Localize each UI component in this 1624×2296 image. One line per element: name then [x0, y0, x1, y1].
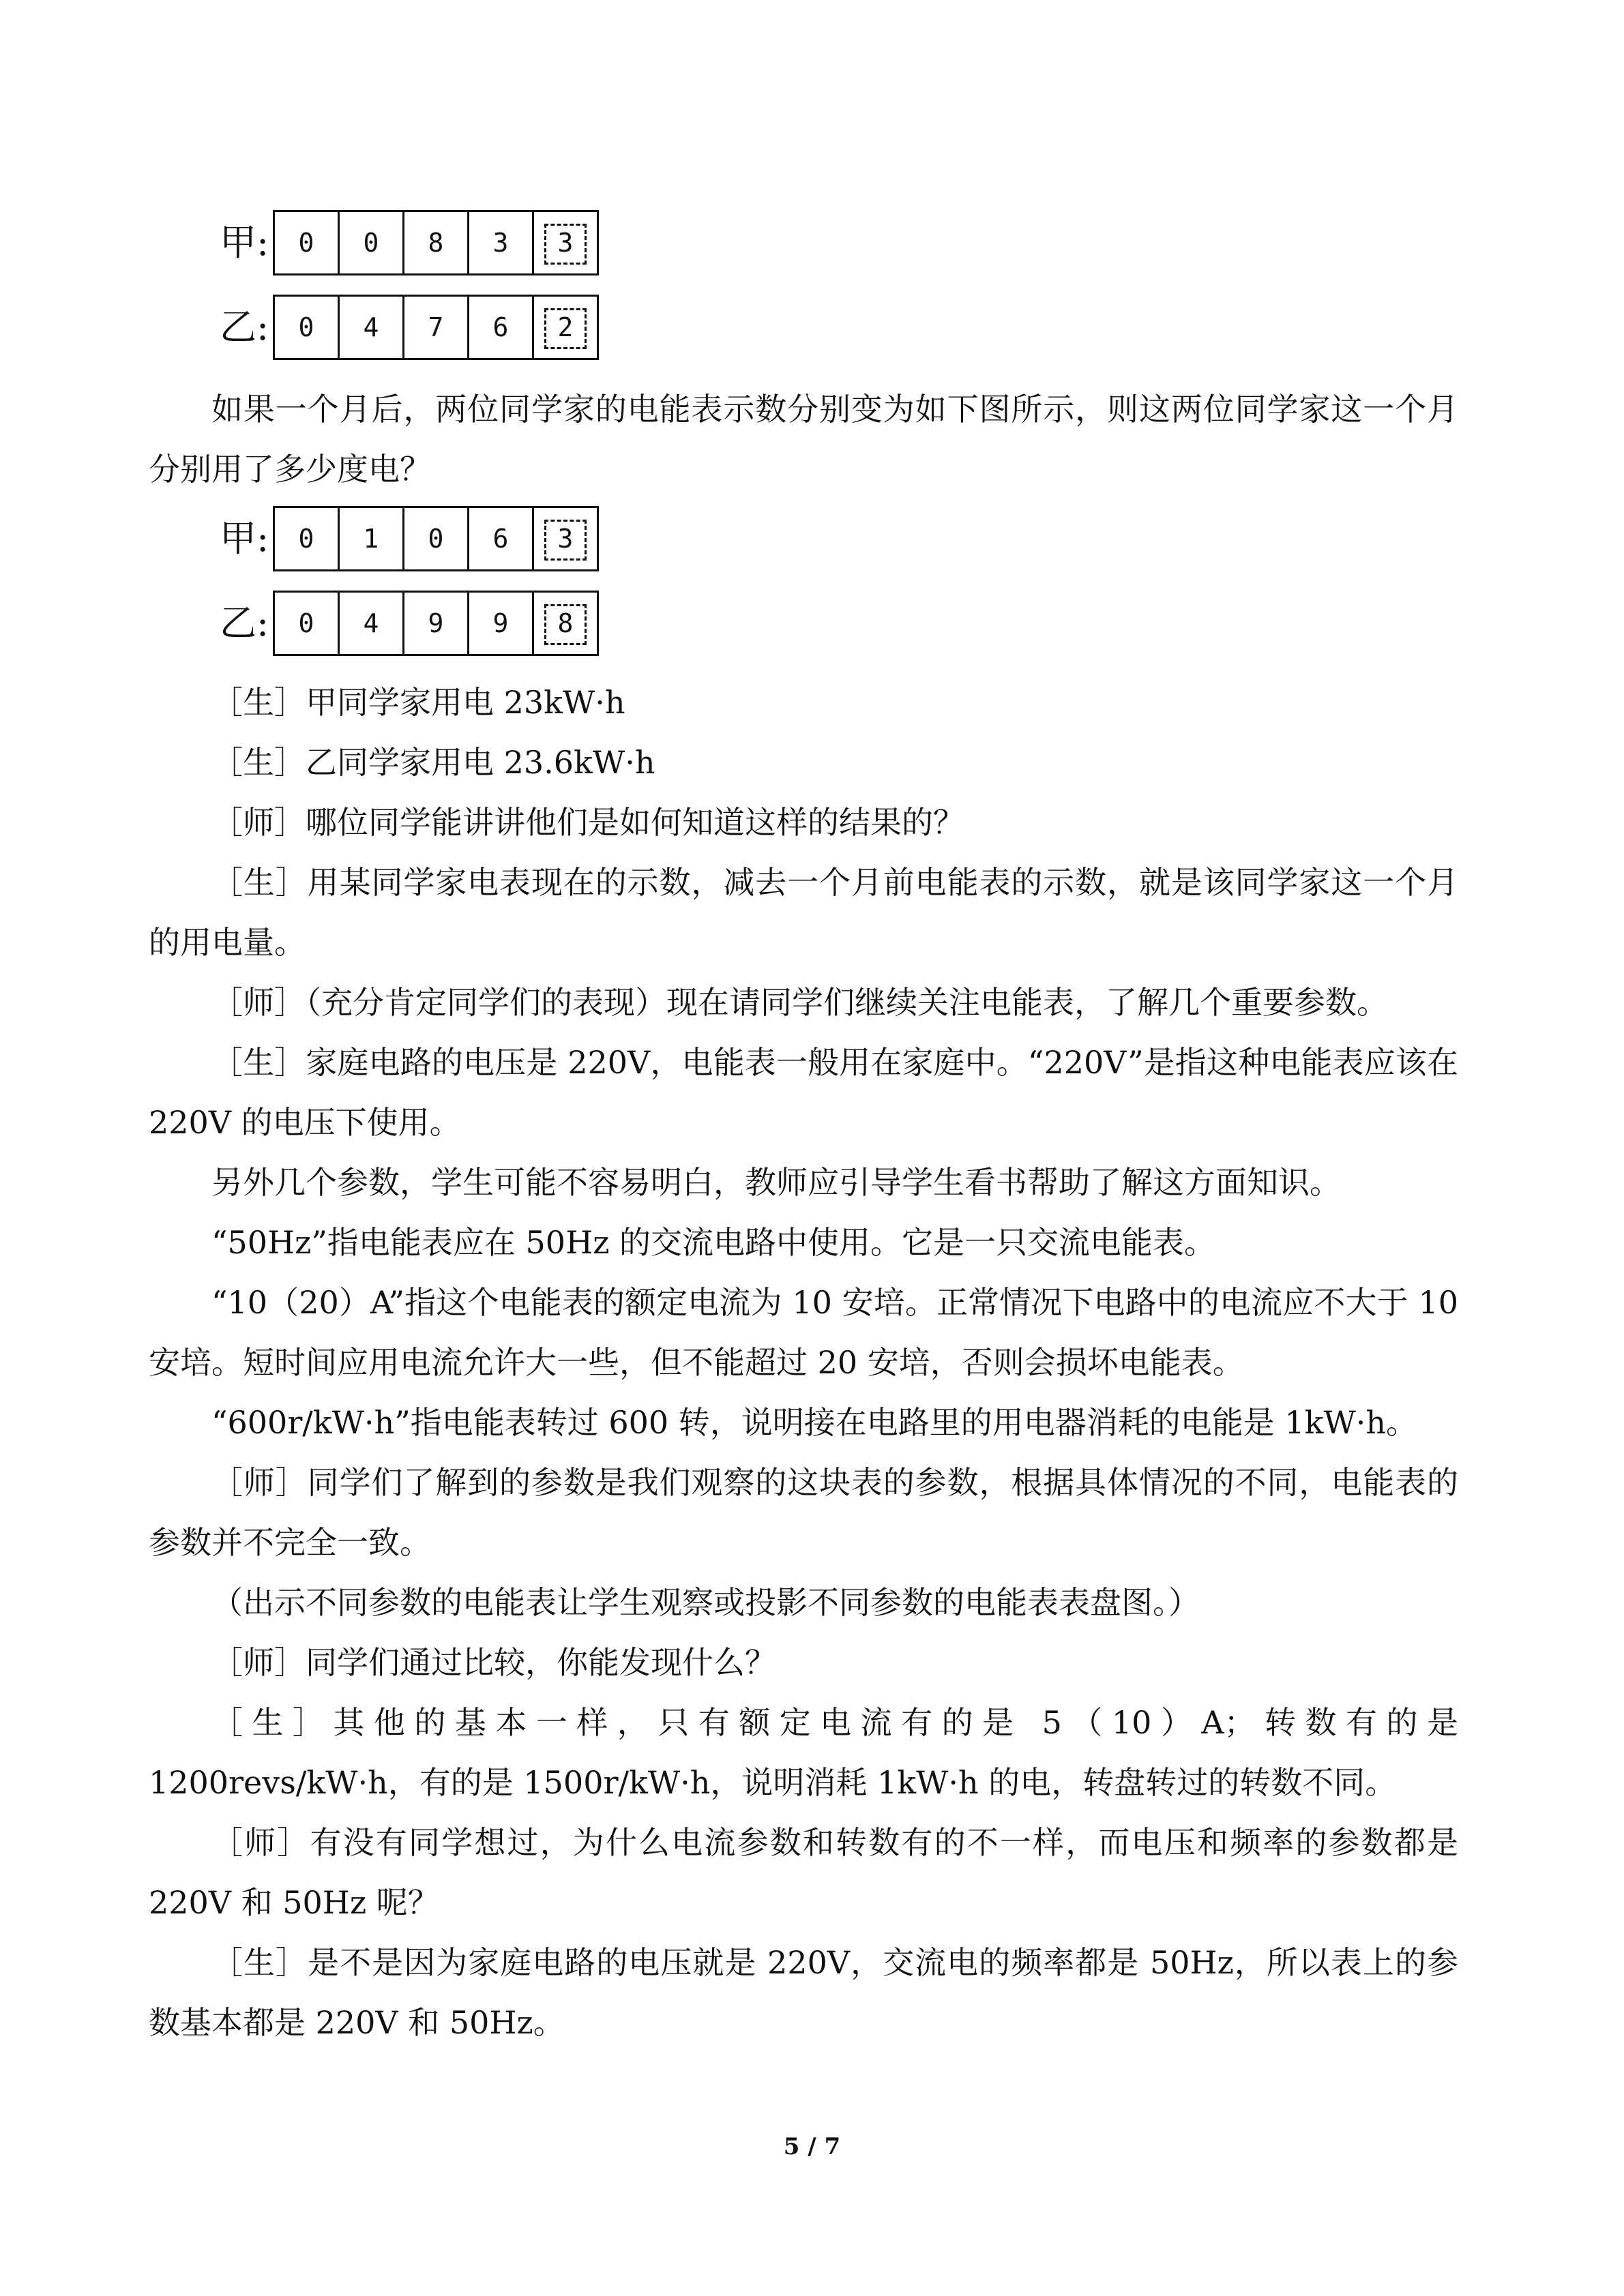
paragraph: ［生］乙同学家用电 23.6kW·h: [211, 744, 655, 781]
paragraph: （出示不同参数的电能表让学生观察或投影不同参数的电能表表盘图。）: [211, 1584, 1200, 1621]
meter-before-jia: [220, 210, 599, 275]
meter-label: 甲:: [220, 221, 269, 264]
meter-label: 乙:: [220, 601, 269, 644]
meter-label: 乙:: [220, 305, 269, 348]
paragraph: ［师］哪位同学能讲讲他们是如何知道这样的结果的？: [211, 804, 964, 841]
meter-digit: 7: [404, 295, 469, 360]
meter-digit: 0: [275, 591, 340, 656]
paragraph: ［师］有没有同学想过，为什么电流参数和转数有的不一样，而电压和频率的参数都是 220V 和 50Hz 呢？: [149, 1824, 1458, 1921]
meter-digit: 1: [340, 506, 404, 571]
paragraph: ［师］同学们了解到的参数是我们观察的这块表的参数，根据具体情况的不同，电能表的参数并不完全一致。: [149, 1464, 1458, 1561]
paragraph: ［生］其他的基本一样，只有额定电流有的是 5（10）A；转数有的是 1200revs/kW·h，有的是 1500r/kW·h，说明消耗 1kW·h 的电，转盘转过的转数不同。: [149, 1704, 1458, 1801]
page-number: 5 / 7: [783, 2133, 841, 2160]
meter-digit: 0: [340, 210, 404, 275]
meter-digits: [273, 210, 599, 275]
meter-decimal-digit: 3: [534, 210, 599, 275]
meter-digit: 3: [469, 210, 534, 275]
meter-digit: 0: [404, 506, 469, 571]
meter-decimal-digit: 2: [534, 295, 599, 360]
paragraph: ［生］是不是因为家庭电路的电压就是 220V，交流电的频率都是 50Hz，所以表上的参数基本都是 220V 和 50Hz。: [149, 1944, 1458, 2041]
paragraph: ［师］（充分肯定同学们的表现）现在请同学们继续关注电能表，了解几个重要参数。: [211, 984, 1388, 1021]
paragraph: “600r/kW·h”指电能表转过 600 转，说明接在电路里的用电器消耗的电能是 1kW·h。: [211, 1404, 1418, 1441]
paragraph: ［生］家庭电路的电压是 220V，电能表一般用在家庭中。“220V”是指这种电能表应该在 220V 的电压下使用。: [149, 1044, 1458, 1141]
meter-digit: 0: [275, 210, 340, 275]
meter-decimal-digit: 3: [534, 506, 599, 571]
paragraph: “10（20）A”指这个电能表的额定电流为 10 安培。正常情况下电路中的电流应不大于 10 安培。短时间应用电流允许大一些，但不能超过 20 安培，否则会损坏电能表。: [149, 1284, 1458, 1381]
meter-after-jia: [220, 506, 599, 571]
meter-before-yi: [220, 295, 599, 360]
paragraph: “50Hz”指电能表应在 50Hz 的交流电路中使用。它是一只交流电能表。: [211, 1224, 1216, 1261]
paragraph: ［生］甲同学家用电 23kW·h: [211, 684, 625, 721]
paragraph: ［生］用某同学家电表现在的示数，减去一个月前电能表的示数，就是该同学家这一个月的用电量。: [149, 864, 1458, 961]
meter-digit: 0: [275, 506, 340, 571]
meter-digit: 4: [340, 295, 404, 360]
meter-digit: 6: [469, 295, 534, 360]
meter-decimal-digit: 8: [534, 591, 599, 656]
meter-digits: [273, 591, 599, 656]
meter-digit: 9: [404, 591, 469, 656]
paragraph: 另外几个参数，学生可能不容易明白，教师应引导学生看书帮助了解这方面知识。: [211, 1164, 1341, 1201]
meter-digit: 0: [275, 295, 340, 360]
meter-digits: [273, 506, 599, 571]
paragraph: ［师］同学们通过比较，你能发现什么？: [211, 1644, 776, 1681]
meter-after-yi: [220, 591, 599, 656]
meter-label: 甲:: [220, 517, 269, 560]
meter-digit: 4: [340, 591, 404, 656]
meter-digit: 6: [469, 506, 534, 571]
meter-digits: [273, 295, 599, 360]
meter-digit: 8: [404, 210, 469, 275]
meter-digit: 9: [469, 591, 534, 656]
question-paragraph: 如果一个月后，两位同学家的电能表示数分别变为如下图所示，则这两位同学家这一个月分别用了多少度电？: [149, 391, 1458, 488]
